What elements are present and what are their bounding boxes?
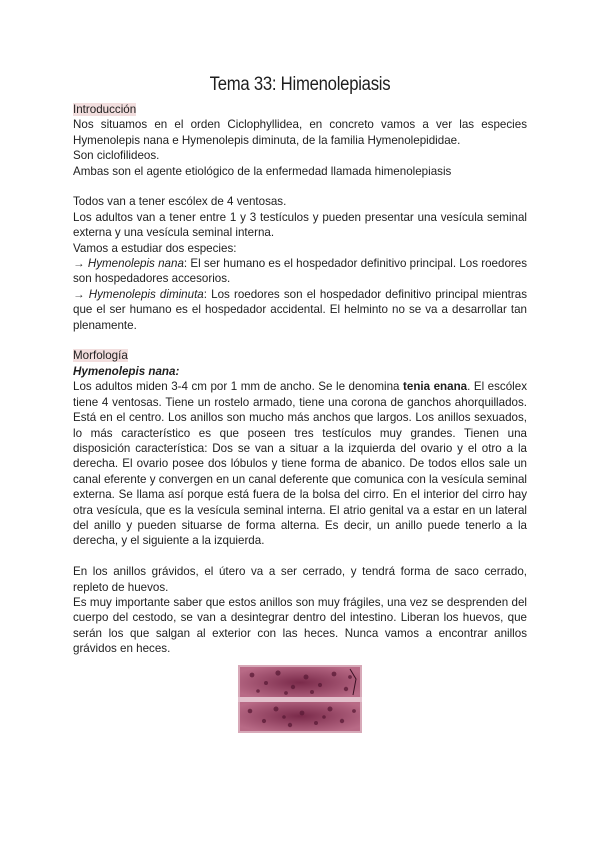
intro-paragraph-3: Ambas son el agente etiológico de la enfermedad llamada himenolepiasis: [73, 164, 452, 178]
intro-section: [73, 102, 527, 348]
intro-paragraph-4: Todos van a tener escólex de 4 ventosas.: [73, 195, 287, 209]
intro-paragraph-6: Vamos a estudiar dos especies:: [73, 241, 237, 255]
morphology-paragraph-2: En los anillos grávidos, el útero va a ser cerrado, y tendrá forma de saco cerrado, repleto de huevos.: [73, 565, 527, 594]
species-item-diminuta: [73, 287, 527, 333]
species-text-nana: : El ser humano es el hospedador definitivo principal. Los roedores son hospedadores accesorios.: [73, 257, 527, 286]
morphology-subheading: Hymenolepis nana:: [73, 364, 180, 378]
intro-paragraph-1: Nos situamos en el orden Ciclophyllidea, en concreto vamos a ver las especies Hymenolepis nana e Hymenolepis diminuta, de la familia Hymenolepididae.: [73, 118, 527, 147]
page-title: Tema 33: Himenolepiasis: [209, 74, 391, 95]
species-text-diminuta: : Los roedores son el hospedador definitivo principal mientras que el ser humano es el hospedador accidental. El helminto no se va a desarrollar tan plenamente.: [73, 287, 527, 332]
morphology-section: [73, 348, 527, 656]
intro-paragraph-2: Son ciclofilideos.: [73, 149, 160, 163]
arrow-icon: →: [73, 257, 85, 271]
tenia-enana-term: tenia enana: [403, 380, 468, 394]
species-item-nana: [73, 256, 527, 287]
document-page: [73, 74, 527, 733]
intro-heading: Introducción: [73, 103, 137, 116]
proglottid-micrograph: [238, 665, 362, 733]
intro-paragraph-5: Los adultos van a tener entre 1 y 3 testículos y pueden presentar una vesícula seminal externa y una vesícula seminal interna.: [73, 210, 527, 240]
morphology-heading: Morfología: [73, 349, 128, 363]
arrow-icon: →: [73, 287, 85, 301]
morphology-paragraph-1: Los adultos miden 3-4 cm por 1 mm de ancho. Se le denomina tenia enana. El escólex tiene 4 ventosas. Tiene un rostelo armado, tiene una corona de ganchos ahorquillados. Está en el centro. Los anillos son mucho más anchos que largos. Los anillos sexuados, lo más característico es que poseen tres testículos muy grandes. Tienen una disposición característica: Dos se van a situar a la izquierda del ovario y el otro a la derecha. El ovario posee dos lóbulos y tiene forma de abanico. De todos ellos sale un canal eferente y convergen en un canal deferente que comunica con la vesícula seminal externa. Se llama así porque está fuera de la bolsa del cirro. En el interior del cirro hay otra vesícula, que es la vesícula seminal interna. El atrio genital va a estar en un lateral del anillo y pueden situarse de forma alterna. Es decir, un anillo puede tenerlo a la derecha, y el siguiente a la izquierda.: [73, 380, 527, 548]
species-name-nana: Hymenolepis nana: [87, 257, 184, 271]
morphology-paragraph-3: Es muy importante saber que estos anillos son muy frágiles, una vez se desprenden del cuerpo del cestodo, se van a desintegrar dentro del intestino. Liberan los huevos, que serán los que salgan al exterior con las heces. Nunca vamos a encontrar anillos grávidos en heces.: [73, 595, 527, 656]
species-name-diminuta: Hymenolepis diminuta: [88, 287, 204, 301]
